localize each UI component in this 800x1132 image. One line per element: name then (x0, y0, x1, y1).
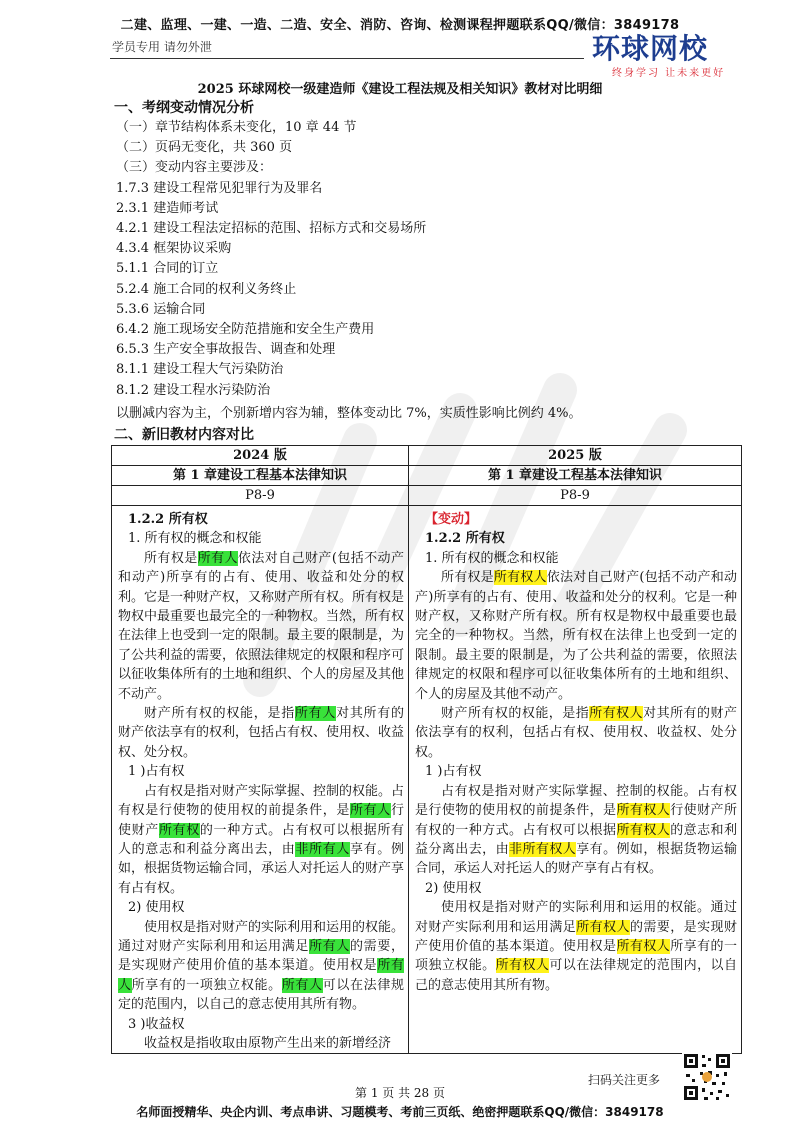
highlight: 所有人 (309, 938, 351, 954)
item-heading: 1. 所有权的概念和权能 (128, 531, 262, 547)
document-title: 2025 环球网校一级建造师《建设工程法规及相关知识》教材对比明细 (197, 82, 603, 97)
list-item: 6.5.3 生产安全事故报告、调查和处理 (116, 342, 336, 358)
item-heading: 2) 使用权 (128, 900, 185, 916)
section-1-heading: 一、考纲变动情况分析 (114, 100, 254, 116)
list-item: 1.7.3 建设工程常见犯罪行为及罪名 (116, 180, 323, 196)
logo-name-text: 环球网校 (592, 32, 709, 65)
comparison-table (111, 445, 742, 1054)
highlight: 所有权人 (495, 958, 550, 974)
column-header-2025: 2025 版 (409, 446, 742, 466)
changed-tag: 【变动】 (425, 512, 478, 527)
list-item: （三）变动内容主要涉及： (116, 160, 273, 176)
logo-slogan: 终身学习 让未来更好 (612, 68, 726, 79)
subsection-title: 1.2.2 所有权 (128, 512, 208, 527)
list-item: 5.3.6 运输合同 (116, 301, 206, 317)
paragraph: 财产所有权的权能，是指所有权人对其所有的财产依法享有的权利，包括占有权、使用权、收益权、处分权。 (415, 706, 737, 760)
header-rule (110, 58, 584, 59)
list-item: 6.4.2 施工现场安全防范措施和安全生产费用 (116, 322, 375, 338)
list-item: 4.3.4 框架协议采购 (116, 241, 232, 257)
item-heading: 1 )占有权 (425, 764, 482, 780)
item-heading: 1. 所有权的概念和权能 (425, 550, 559, 566)
page-number: 第 1 页 共 28 页 (355, 1086, 445, 1100)
list-item: 8.1.2 建设工程水污染防治 (116, 382, 271, 398)
student-note: 学员专用 请勿外泄 (112, 40, 212, 54)
pages-2025: P8-9 (409, 486, 742, 506)
list-item: 5.1.1 合同的订立 (116, 261, 219, 277)
list-item: 4.2.1 建设工程法定招标的范围、招标方式和交易场所 (116, 221, 427, 237)
logo-name (592, 34, 732, 64)
paragraph: 财产所有权的权能，是指所有人对其所有的财产依法享有的权利，包括占有权、使用权、收益权、处分权。 (118, 706, 405, 760)
highlight: 所有人 (118, 958, 404, 993)
highlight: 所有权人 (576, 919, 630, 935)
top-contact-banner: 二建、监理、一建、一造、二造、安全、消防、咨询、检测课程押题联系QQ/微信：3849178 (120, 18, 680, 33)
content-2024 (112, 506, 409, 1054)
subsection-title: 1.2.2 所有权 (425, 531, 505, 547)
paragraph: 所有权是所有权人依法对自己财产(包括不动产和动产)所享有的占有、使用、收益和处分的权利。它是一种财产权，又称财产所有权。所有权是物权中最重要也最完全的一种物权。当然，所有权在法律上也受到一定的限制。最主要的限制是，为了公共利益的需要，依照法律规定的权限和程序可以征收集体所有的土地和组织、个人的房屋及其他不动产。 (415, 570, 737, 702)
column-header-2024: 2024 版 (112, 446, 409, 466)
bottom-contact-banner: 名师面授精华、央企内训、考点串讲、习题模考、考前三页纸、绝密押题联系QQ/微信：3849178 (136, 1105, 664, 1119)
highlight: 所有权人 (589, 706, 644, 722)
highlight: 所有权人 (616, 822, 671, 838)
pages-2024: P8-9 (112, 486, 409, 506)
change-list (116, 118, 426, 401)
paragraph: 使用权是指对财产的实际利用和运用的权能。通过对财产实际利用和运用满足所有人的需要，是实现财产使用价值的基本渠道。使用权是所有人所享有的一项独立权能。所有人可以在法律规定的范围内，以自己的意志使用其所有物。 (118, 919, 405, 1013)
highlight: 所有人 (197, 550, 238, 566)
highlight: 非所有权人 (509, 841, 577, 857)
chapter-2024: 第 1 章建设工程基本法律知识 (112, 466, 409, 486)
brand-logo (592, 34, 732, 82)
highlight: 所有人 (281, 977, 323, 993)
paragraph: 占有权是指对财产实际掌握、控制的权能。占有权是行使物的使用权的前提条件，是所有人行使财产所有权的一种方式。占有权可以根据所有人的意志和利益分离出去，由非所有人享有。例如，根据货物运输合同，承运人对托运人的财产享有占有权。 (118, 783, 405, 896)
section-2-heading: 二、新旧教材内容对比 (114, 427, 254, 443)
item-heading: 2) 使用权 (425, 880, 482, 896)
highlight: 所有权人 (616, 938, 671, 954)
paragraph: 收益权是指收取由原物产生出来的新增经济 (144, 1035, 392, 1051)
highlight: 所有权人 (616, 803, 671, 819)
paragraph: 使用权是指对财产的实际利用和运用的权能。通过对财产实际利用和运用满足所有权人的需要，是实现财产使用价值的基本渠道。使用权是所有权人所享有的一项独立权能。所有权人可以在法律规定的范围内，以自己的意志使用其所有物。 (415, 900, 737, 993)
item-heading: 1 )占有权 (128, 764, 185, 780)
list-item: 8.1.1 建设工程大气污染防治 (116, 362, 284, 378)
list-item: 2.3.1 建造师考试 (116, 200, 219, 216)
qr-label: 扫码关注更多 (588, 1073, 661, 1087)
highlight: 所有权 (158, 822, 200, 838)
highlight: 非所有人 (295, 841, 351, 857)
list-item: （二）页码无变化，共 360 页 (116, 140, 293, 156)
list-item: 5.2.4 施工合同的权利义务终止 (116, 281, 297, 297)
highlight: 所有权人 (493, 570, 547, 586)
highlight: 所有人 (294, 706, 337, 722)
item-heading: 3 )收益权 (128, 1016, 185, 1032)
highlight: 所有人 (350, 803, 391, 819)
chapter-2025: 第 1 章建设工程基本法律知识 (409, 466, 742, 486)
change-summary: 以删减内容为主，个别新增内容为辅，整体变动比 7%，实质性影响比例约 4%。 (116, 406, 582, 421)
list-item: （一）章节结构体系未变化，10 章 44 节 (116, 120, 357, 135)
paragraph: 占有权是指对财产实际掌握、控制的权能。占有权是行使物的使用权的前提条件，是所有权人行使财产所有权的一种方式。占有权可以根据所有权人的意志和利益分离出去，由非所有权人享有。例如，根据货物运输合同，承运人对托运人的财产享有占有权。 (415, 783, 737, 877)
paragraph: 所有权是所有人依法对自己财产(包括不动产和动产)所享有的占有、使用、收益和处分的权利。它是一种财产权，又称财产所有权。所有权是物权中最重要也最完全的一种物权。当然，所有权在法律上也受到一定的限制。最主要的限制是，为了公共利益的需要，依照法律规定的权限和程序可以征收集体所有的土地和组织、个人的房屋及其他不动产。 (118, 550, 405, 702)
content-2025 (409, 506, 742, 1054)
